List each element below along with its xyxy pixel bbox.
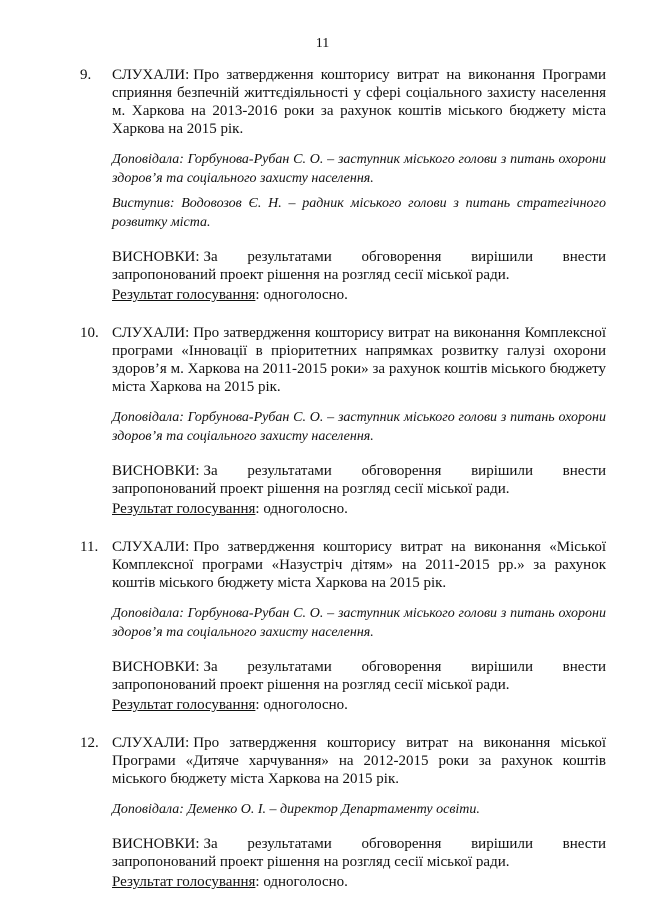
- vote-result: [112, 696, 606, 714]
- item-heading: [80, 734, 606, 788]
- item-heading: [80, 66, 606, 138]
- speaker-line: Виступив: Водовозов Є. Н. – радник міського голови з питань стратегічного розвитку міста.: [112, 196, 606, 230]
- speaker-line: Доповідала: Горбунова-Рубан С. О. – заступник міського голови з питань охорони здоров’я та соціального захисту населення.: [112, 410, 606, 444]
- agenda-item: [80, 66, 606, 304]
- conclusion: [112, 658, 606, 694]
- agenda-item: [80, 538, 606, 714]
- vote-result-value: : одноголосно.: [255, 697, 348, 713]
- heard-label: СЛУХАЛИ:: [112, 325, 190, 341]
- conclusion-body: За результатами обговорення вирішили внести запропонований проект рішення на розгляд сесії міської ради.: [112, 249, 606, 283]
- item-number: 12.: [80, 735, 99, 751]
- vote-result-label: Результат голосування: [112, 697, 256, 713]
- conclusion-label: ВИСНОВКИ:: [112, 659, 200, 675]
- speaker-line: Доповідала: Горбунова-Рубан С. О. – заступник міського голови з питань охорони здоров’я та соціального захисту населення.: [112, 152, 606, 186]
- vote-result: [112, 500, 606, 518]
- vote-result-label: Результат голосування: [112, 874, 256, 890]
- heard-body: Про затвердження кошторису витрат на виконання Комплексної програми «Інновації в пріоритетних напрямках розвитку галузі охорони здоров’я м. Харкова на 2011-2015 роки» за рахунок коштів міського бюджету міста Харкова на 2015 рік.: [112, 325, 606, 395]
- conclusion-label: ВИСНОВКИ:: [112, 249, 200, 265]
- vote-result-value: : одноголосно.: [255, 874, 348, 890]
- heard-label: СЛУХАЛИ:: [112, 539, 190, 555]
- speaker-line: Доповідала: Деменко О. І. – директор Департаменту освіти.: [112, 802, 480, 817]
- conclusion: [112, 462, 606, 498]
- item-number: 10.: [80, 325, 99, 341]
- heard-body: Про затвердження кошторису витрат на виконання Програми сприяння безпечній життєдіяльності у сфері соціального захисту населення м. Харкова на 2013-2016 роки за рахунок коштів міського бюджету міста Харкова на 2015 рік.: [112, 67, 606, 137]
- vote-result: [112, 873, 606, 891]
- vote-result-value: : одноголосно.: [255, 287, 348, 303]
- heard-label: СЛУХАЛИ:: [112, 67, 190, 83]
- heard-text: [112, 734, 606, 788]
- agenda-item: [80, 324, 606, 518]
- vote-result-label: Результат голосування: [112, 287, 256, 303]
- conclusion: [112, 248, 606, 284]
- page-number: 11: [315, 36, 330, 51]
- item-heading: [80, 324, 606, 396]
- conclusion-label: ВИСНОВКИ:: [112, 836, 200, 852]
- conclusion-body: За результатами обговорення вирішили внести запропонований проект рішення на розгляд сесії міської ради.: [112, 836, 606, 870]
- conclusion: [112, 835, 606, 871]
- vote-result-value: : одноголосно.: [255, 501, 348, 517]
- conclusion-body: За результатами обговорення вирішили внести запропонований проект рішення на розгляд сесії міської ради.: [112, 659, 606, 693]
- conclusion-body: За результатами обговорення вирішили внести запропонований проект рішення на розгляд сесії міської ради.: [112, 463, 606, 497]
- speaker-line: Доповідала: Горбунова-Рубан С. О. – заступник міського голови з питань охорони здоров’я та соціального захисту населення.: [112, 606, 606, 640]
- item-number: 9.: [80, 67, 92, 83]
- vote-result: [112, 286, 606, 304]
- heard-text: [112, 538, 606, 592]
- item-number: 11.: [80, 539, 99, 555]
- vote-result-label: Результат голосування: [112, 501, 256, 517]
- conclusion-label: ВИСНОВКИ:: [112, 463, 200, 479]
- item-heading: [80, 538, 606, 592]
- agenda-items: [80, 66, 606, 911]
- agenda-item: [80, 734, 606, 891]
- heard-body: Про затвердження кошторису витрат на виконання «Міської Комплексної програми «Назустріч дітям» на 2011-2015 рр.» за рахунок коштів міського бюджету міста Харкова на 2015 рік.: [112, 539, 606, 591]
- heard-text: [112, 66, 606, 138]
- heard-label: СЛУХАЛИ:: [112, 735, 190, 751]
- heard-body: Про затвердження кошторису витрат на виконання міської Програми «Дитяче харчування» на 2012-2015 роки за рахунок коштів міського бюджету міста Харкова на 2015 рік.: [112, 735, 606, 787]
- heard-text: [112, 324, 606, 396]
